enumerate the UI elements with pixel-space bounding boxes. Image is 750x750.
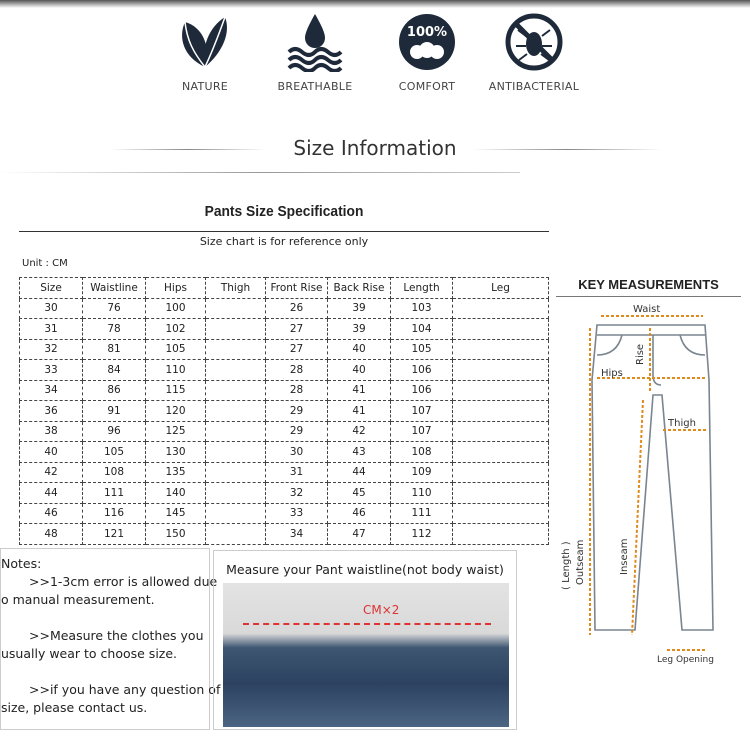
table-cell: 81: [83, 339, 146, 360]
table-cell: 43: [328, 442, 391, 463]
table-cell: [206, 483, 266, 504]
table-cell: 32: [266, 483, 328, 504]
column-header: Waistline: [83, 278, 146, 299]
section-title: Size Information: [293, 136, 457, 160]
table-cell: 31: [266, 462, 328, 483]
table-cell: 110: [146, 360, 206, 381]
key-measurements-title: KEY MEASUREMENTS: [556, 277, 741, 297]
table-row: [20, 483, 549, 504]
column-header: Size: [20, 278, 83, 299]
table-row: [20, 503, 549, 524]
no-bug-icon: [502, 12, 566, 72]
table-cell: 47: [328, 524, 391, 545]
note-line: >>Measure the clothes you: [29, 628, 204, 643]
table-cell: [206, 442, 266, 463]
table-cell: 106: [391, 380, 453, 401]
table-cell: 111: [391, 503, 453, 524]
notes-title: Notes:: [1, 556, 42, 571]
table-cell: [206, 503, 266, 524]
waist-label: Waist: [633, 304, 661, 315]
table-row: [20, 401, 549, 422]
table-row: [20, 380, 549, 401]
table-cell: 42: [20, 462, 83, 483]
table-cell: 39: [328, 298, 391, 319]
table-cell: 46: [328, 503, 391, 524]
note-line: >>if you have any question of: [29, 682, 221, 697]
table-subtitle: Size chart is for reference only: [19, 231, 549, 248]
table-cell: 29: [266, 421, 328, 442]
table-row: [20, 421, 549, 442]
leaves-icon: [173, 12, 237, 72]
table-cell: [453, 380, 549, 401]
table-cell: 105: [83, 442, 146, 463]
table-row: [20, 462, 549, 483]
column-header: Length: [391, 278, 453, 299]
table-cell: [206, 298, 266, 319]
table-cell: 26: [266, 298, 328, 319]
table-cell: 106: [391, 360, 453, 381]
table-row: [20, 298, 549, 319]
table-cell: 105: [391, 339, 453, 360]
feature-label: BREATHABLE: [277, 80, 353, 93]
note-line: usually wear to choose size.: [1, 646, 178, 661]
table-cell: 103: [391, 298, 453, 319]
table-cell: 78: [83, 319, 146, 340]
feature-comfort: [372, 12, 482, 93]
table-cell: [206, 360, 266, 381]
table-cell: 145: [146, 503, 206, 524]
table-cell: 29: [266, 401, 328, 422]
table-cell: 109: [391, 462, 453, 483]
table-cell: 40: [328, 339, 391, 360]
table-cell: 76: [83, 298, 146, 319]
table-cell: [453, 524, 549, 545]
table-cell: 34: [266, 524, 328, 545]
feature-antibacterial: [479, 12, 589, 93]
table-cell: [206, 421, 266, 442]
table-cell: 96: [83, 421, 146, 442]
table-cell: 102: [146, 319, 206, 340]
feature-nature: [150, 12, 260, 93]
table-cell: [206, 462, 266, 483]
table-cell: 121: [83, 524, 146, 545]
length-label: ( Length ): [561, 541, 572, 590]
hips-label: Hips: [601, 368, 623, 379]
table-cell: 46: [20, 503, 83, 524]
photo-caption: Measure your Pant waistline(not body waist): [226, 562, 504, 577]
table-cell: 44: [328, 462, 391, 483]
water-drop-icon: [283, 12, 347, 72]
table-row: [20, 319, 549, 340]
table-cell: 40: [20, 442, 83, 463]
table-cell: [206, 524, 266, 545]
table-cell: [453, 339, 549, 360]
table-cell: 120: [146, 401, 206, 422]
table-row: [20, 442, 549, 463]
table-cell: 48: [20, 524, 83, 545]
table-cell: [206, 339, 266, 360]
table-cell: [453, 462, 549, 483]
table-row: [20, 339, 549, 360]
table-cell: [453, 401, 549, 422]
table-cell: 115: [146, 380, 206, 401]
cotton-100-icon: [395, 12, 459, 72]
table-cell: 42: [328, 421, 391, 442]
note-line: >>1-3cm error is allowed due: [29, 574, 218, 589]
table-cell: 27: [266, 339, 328, 360]
table-cell: 32: [20, 339, 83, 360]
notes-box: [0, 548, 221, 730]
jeans-photo: [223, 583, 509, 727]
table-cell: 125: [146, 421, 206, 442]
table-cell: 36: [20, 401, 83, 422]
note-line: o manual measurement.: [1, 592, 155, 607]
table-cell: 28: [266, 360, 328, 381]
top-border: [0, 0, 750, 8]
table-row: [20, 524, 549, 545]
table-cell: 44: [20, 483, 83, 504]
measure-line: [243, 623, 491, 625]
table-cell: 40: [328, 360, 391, 381]
table-cell: 34: [20, 380, 83, 401]
table-cell: 135: [146, 462, 206, 483]
table-cell: [453, 421, 549, 442]
table-cell: [206, 380, 266, 401]
unit-label: Unit : CM: [22, 258, 68, 269]
outseam-label: Outseam: [575, 539, 586, 585]
inseam-label: Inseam: [619, 538, 630, 575]
divider: [0, 172, 520, 173]
table-cell: 30: [20, 298, 83, 319]
feature-breathable: [260, 12, 370, 93]
column-header: Hips: [146, 278, 206, 299]
table-cell: 45: [328, 483, 391, 504]
cm-x2-label: CM×2: [363, 603, 400, 617]
table-cell: 104: [391, 319, 453, 340]
table-cell: 33: [20, 360, 83, 381]
table-cell: 130: [146, 442, 206, 463]
pants-diagram: [555, 300, 750, 670]
table-cell: [453, 442, 549, 463]
leg-opening-label: Leg Opening: [657, 655, 714, 665]
table-cell: 84: [83, 360, 146, 381]
comfort-badge: 100%: [406, 25, 448, 40]
table-cell: 100: [146, 298, 206, 319]
table-header-row: [20, 278, 549, 299]
table-row: [20, 360, 549, 381]
note-line: size, please contact us.: [1, 700, 148, 715]
table-cell: 41: [328, 380, 391, 401]
divider: [472, 149, 662, 150]
feature-label: NATURE: [181, 80, 229, 93]
table-cell: 108: [83, 462, 146, 483]
column-header: Front Rise: [266, 278, 328, 299]
table-cell: [453, 298, 549, 319]
table-cell: 86: [83, 380, 146, 401]
table-cell: 41: [328, 401, 391, 422]
rise-label: Rise: [635, 343, 646, 365]
table-cell: [206, 401, 266, 422]
table-cell: 27: [266, 319, 328, 340]
table-cell: 30: [266, 442, 328, 463]
table-cell: [453, 319, 549, 340]
table-cell: 150: [146, 524, 206, 545]
table-cell: 91: [83, 401, 146, 422]
table-cell: 107: [391, 401, 453, 422]
table-cell: 110: [391, 483, 453, 504]
table-cell: 108: [391, 442, 453, 463]
table-cell: 116: [83, 503, 146, 524]
table-cell: 107: [391, 421, 453, 442]
waistline-photo-panel: [213, 550, 517, 730]
table-cell: [453, 360, 549, 381]
table-cell: [453, 483, 549, 504]
table-cell: 33: [266, 503, 328, 524]
table-cell: 31: [20, 319, 83, 340]
column-header: Leg: [453, 278, 549, 299]
table-cell: 28: [266, 380, 328, 401]
table-cell: 112: [391, 524, 453, 545]
column-header: Back Rise: [328, 278, 391, 299]
table-cell: 38: [20, 421, 83, 442]
table-title: Pants Size Specification: [204, 203, 364, 220]
column-header: Thigh: [206, 278, 266, 299]
table-cell: [453, 503, 549, 524]
table-cell: 140: [146, 483, 206, 504]
table-cell: [206, 319, 266, 340]
table-cell: 111: [83, 483, 146, 504]
table-cell: 105: [146, 339, 206, 360]
feature-label: COMFORT: [398, 80, 456, 93]
feature-label: ANTIBACTERIAL: [488, 80, 580, 93]
table-cell: 39: [328, 319, 391, 340]
size-table: [19, 277, 549, 545]
thigh-label: Thigh: [668, 418, 696, 429]
